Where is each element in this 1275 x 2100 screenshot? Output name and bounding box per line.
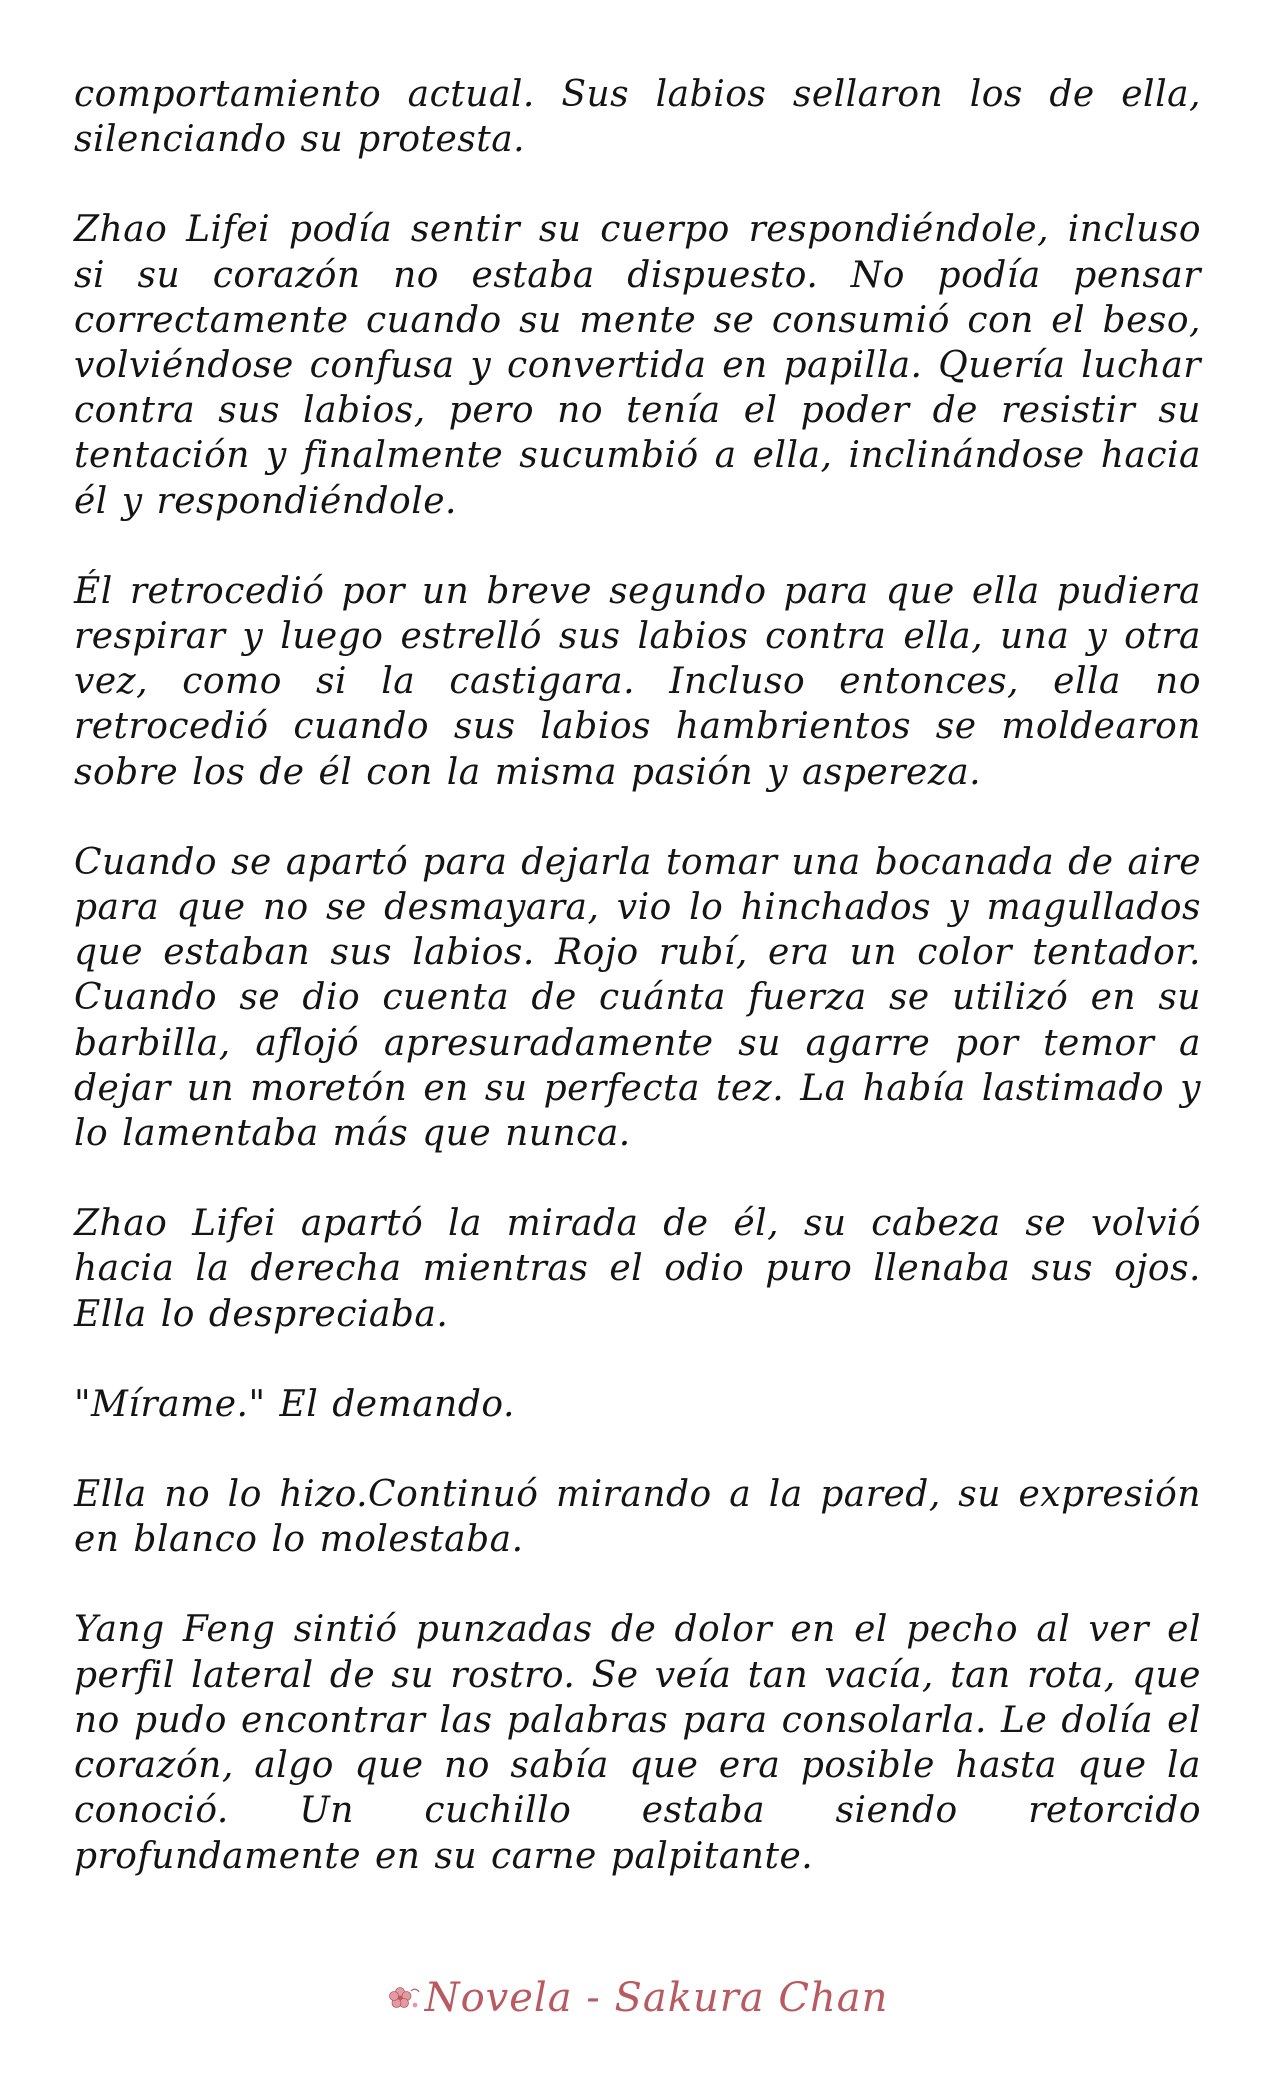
paragraph: comportamiento actual. Sus labios sellaron los de ella, silenciando su protesta. xyxy=(74,74,1201,161)
paragraph: Ella no lo hizo.Continuó mirando a la pared, su expresión en blanco lo molestaba. xyxy=(74,1474,1201,1561)
paragraph: Él retrocedió por un breve segundo para que ella pudiera respirar y luego estrelló sus labios contra ella, una y otra vez, como si la castigara. Incluso entonces, ella no retrocedió cuando sus labios hambrientos se moldearon sobre los de él con la misma pasión y aspereza. xyxy=(74,570,1201,793)
paragraph: Cuando se apartó para dejarla tomar una bocanada de aire para que no se desmayara, vio lo hinchados y magullados que estaban sus labios. Rojo rubí, era un color tentador. Cuando se dio cuenta de cuánta fuerza se utilizó en su barbilla, aflojó apresuradamente su agarre por temor a dejar un moretón en su perfecta tez. La había lastimado y lo lamentaba más que nunca. xyxy=(74,841,1201,1155)
document-body xyxy=(74,72,1201,1924)
paragraph: Zhao Lifei podía sentir su cuerpo respondiéndole, incluso si su corazón no estaba dispuesto. No podía pensar correctamente cuando su mente se consumió con el beso, volviéndose confusa y convertida en papilla. Quería luchar contra sus labios, pero no tenía el poder de resistir su tentación y finalmente sucumbió a ella, inclinándose hacia él y respondiéndole. xyxy=(74,209,1201,522)
cherry-blossom-icon xyxy=(387,1985,421,2013)
paragraph: Yang Feng sintió punzadas de dolor en el pecho al ver el perfil lateral de su rostro. Se veía tan vacía, tan rota, que no pudo encontrar las palabras para consolarla. Le dolía el corazón, algo que no sabía que era posible hasta que la conoció. Un cuchillo estaba siendo retorcido profundamente en su carne palpitante. xyxy=(74,1609,1201,1877)
watermark-text: Novela - Sakura Chan xyxy=(424,1975,889,2021)
paragraph: Zhao Lifei apartó la mirada de él, su cabeza se volvió hacia la derecha mientras el odio puro llenaba sus ojos. Ella lo despreciaba. xyxy=(74,1203,1201,1335)
paragraph: "Mírame." El demando. xyxy=(74,1383,515,1425)
watermark xyxy=(0,1975,1275,2021)
